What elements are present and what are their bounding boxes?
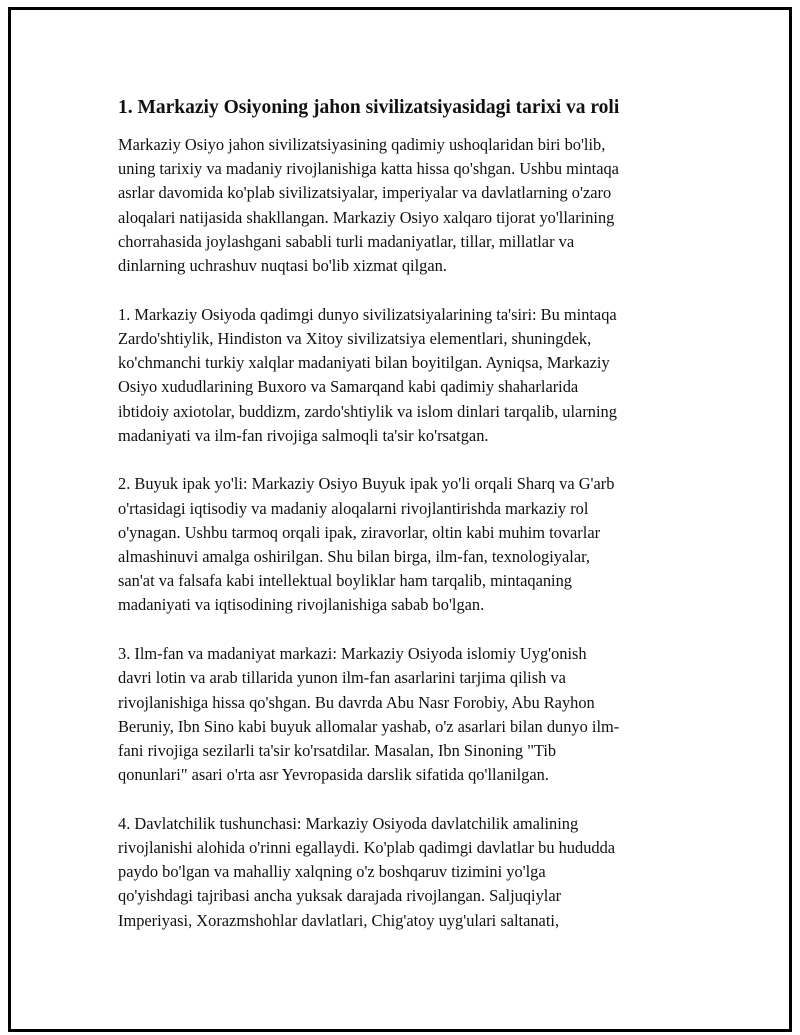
paragraph-ancient-civilizations: 1. Markaziy Osiyoda qadimgi dunyo sivilizatsiyalarining ta'siri: Bu mintaqa Zardo'shtiylik, Hindiston va Xitoy sivilizatsiya elementlari, shuningdek, ko'chmanchi turkiy xalqlar madaniyati bilan boyitilgan. Ayniqsa, Markaziy Osiyo xududlarining Buxoro va Samarqand kabi qadimiy shaharlarida ibtidoiy axiotolar, buddizm, zardo'shtiylik va islom dinlari tarqalib, ularning madaniyati va ilm-fan rivojiga salmoqli ta'sir ko'rsatgan. <box>118 304 617 445</box>
paragraph-silk-road: 2. Buyuk ipak yo'li: Markaziy Osiyo Buyuk ipak yo'li orqali Sharq va G'arb o'rtasidagi iqtisodiy va madaniy aloqalarni rivojlantirishda markaziy rol o'ynagan. Ushbu tarmoq orqali ipak, ziravorlar, oltin kabi muhim tovarlar almashinuvi amalga oshirilgan. Shu bilan birga, ilm-fan, texnologiyalar, san'at va falsafa kabi intellektual boyliklar ham tarqalib, mintaqaning madaniyati va iqtisodining rivojlanishiga sabab bo'lgan. <box>118 474 615 615</box>
document-title: 1. Markaziy Osiyoning jahon sivilizatsiyasidagi tarixi va roli <box>118 97 620 118</box>
paragraph-science-culture: 3. Ilm-fan va madaniyat markazi: Markaziy Osiyoda islomiy Uyg'onish davri lotin va arab tillarida yunon ilm-fan asarlarini tarjima qilish va rivojlanishiga hissa qo'shgan. Bu davrda Abu Nasr Forobiy, Abu Rayhon Beruniy, Ibn Sino kabi buyuk allomalar yashab, o'z asarlari bilan dunyo ilm- fani rivojiga sezilarli ta'sir ko'rsatdilar. Masalan, Ibn Sinoning "Tib qonunlari" asari o'rta asr Yevropasida darslik sifatida qo'llanilgan. <box>118 644 620 785</box>
paragraph-statehood: 4. Davlatchilik tushunchasi: Markaziy Osiyoda davlatchilik amalining rivojlanishi alohida o'rinni egallaydi. Ko'plab qadimgi davlatlar bu hududda paydo bo'lgan va mahalliy xalqning o'z boshqaruv tizimini yo'lga qo'yishdagi tajribasi ancha yuksak darajada rivojlangan. Saljuqiylar Imperiyasi, Xorazmshohlar davlatlari, Chig'atoy uyg'ulari saltanati, <box>118 813 616 930</box>
paragraph-intro: Markaziy Osiyo jahon sivilizatsiyasining qadimiy ushoqlaridan biri bo'lib, uning tarixiy va madaniy rivojlanishiga katta hissa qo'shgan. Ushbu mintaqa asrlar davomida ko'plab sivilizatsiyalar, imperiyalar va davlatlarning o'zaro aloqalari natijasida shakllangan. Markaziy Osiyo xalqaro tijorat yo'llarining chorrahasida joylashgani sababli turli madaniyatlar, tillar, millatlar va dinlarning uchrashuv nuqtasi bo'lib xizmat qilgan. <box>118 135 619 276</box>
document-body <box>118 96 686 957</box>
